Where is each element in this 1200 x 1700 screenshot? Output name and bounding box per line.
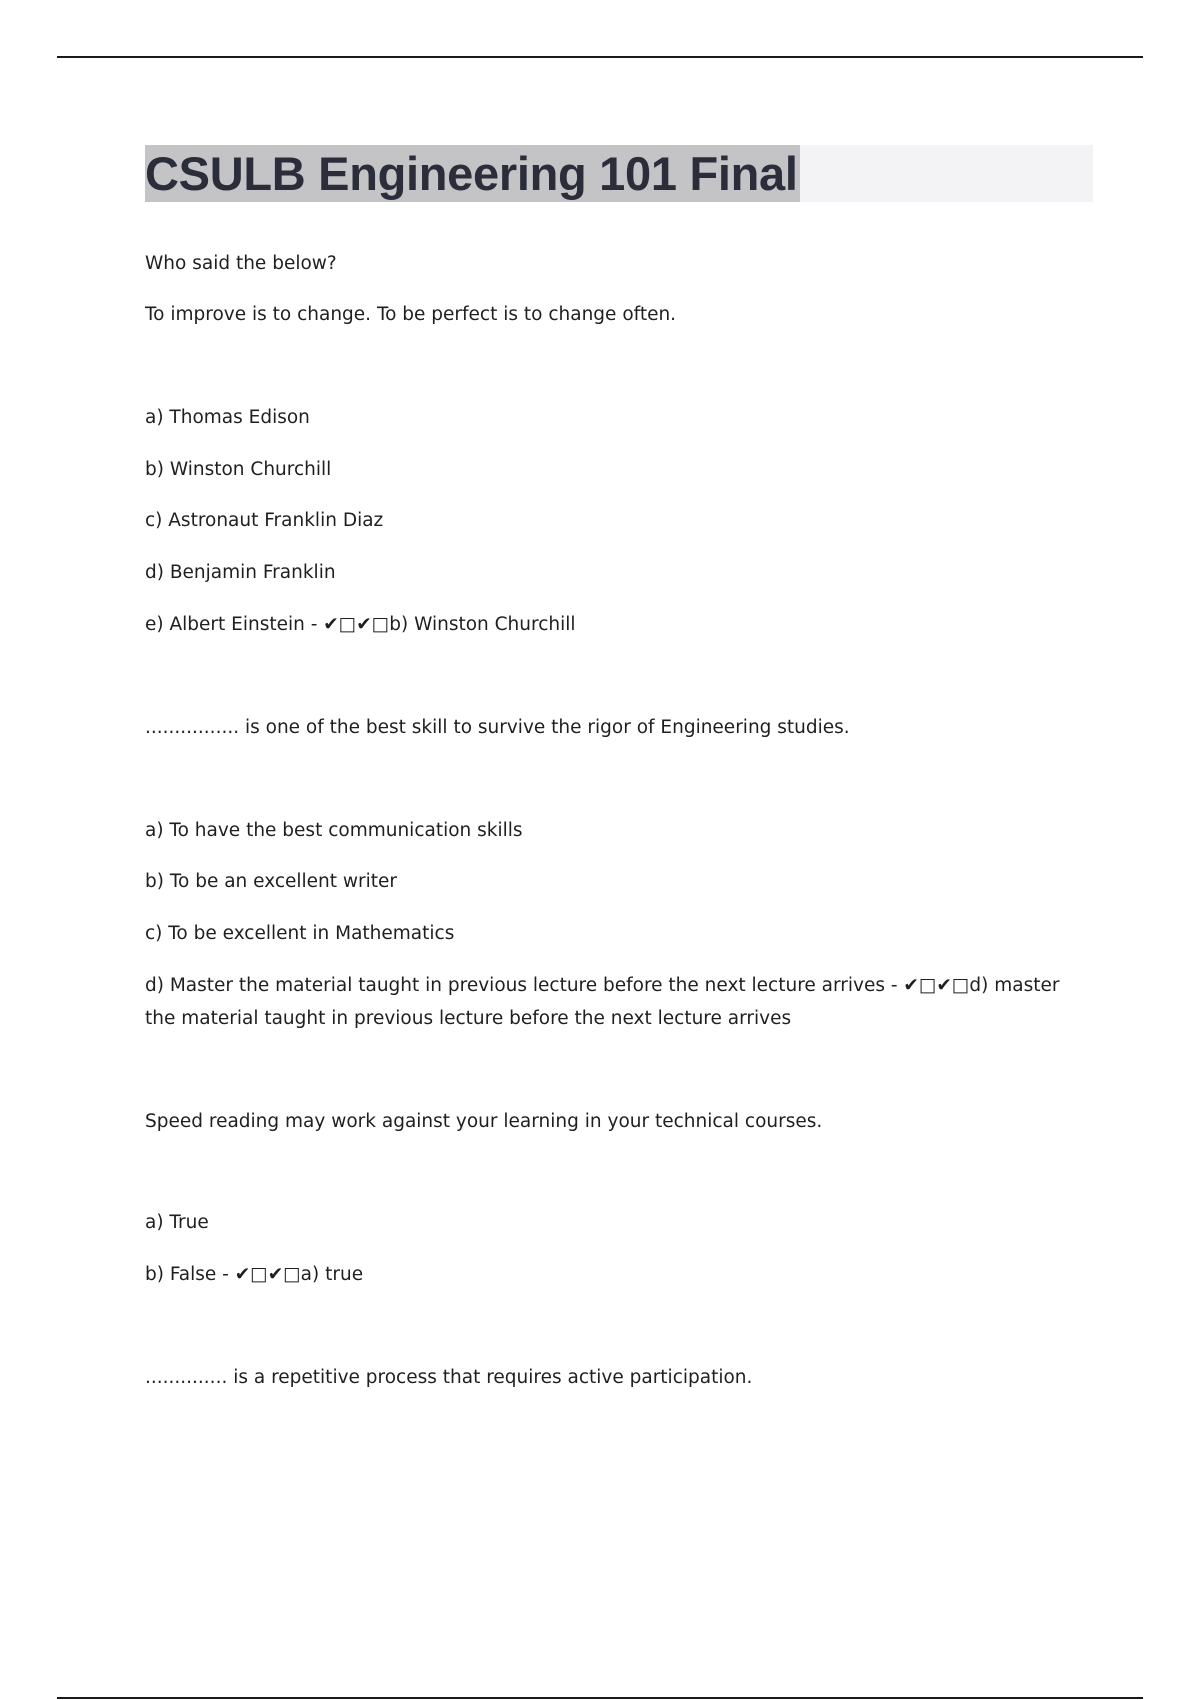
question-2-prompt: ................ is one of the best skill to survive the rigor of Engineering studies.	[145, 717, 850, 738]
question-2-option-c: c) To be excellent in Mathematics	[145, 923, 455, 944]
question-1-option-c: c) Astronaut Franklin Diaz	[145, 510, 384, 531]
header-rule	[57, 56, 1143, 58]
question-2-option-a: a) To have the best communication skills	[145, 820, 523, 841]
question-1-option-d: d) Benjamin Franklin	[145, 562, 336, 583]
footer-rule	[57, 1697, 1143, 1699]
question-1-option-b: b) Winston Churchill	[145, 459, 332, 480]
question-2-option-d-answer: d) Master the material taught in previous lecture before the next lecture arrives - ✔□✔□d) master the material taught in previous lecture before the next lecture arrives	[145, 975, 1060, 1029]
question-1-prompt: Who said the below?	[145, 253, 337, 274]
question-1-option-a: a) Thomas Edison	[145, 407, 310, 428]
question-2-option-b: b) To be an excellent writer	[145, 871, 398, 892]
question-3-option-a: a) True	[145, 1212, 209, 1233]
question-1-quote: To improve is to change. To be perfect is to change often.	[145, 304, 677, 325]
question-3-prompt: Speed reading may work against your learning in your technical courses.	[145, 1111, 823, 1132]
question-4-prompt: .............. is a repetitive process that requires active participation.	[145, 1367, 753, 1388]
question-3-option-b-answer: b) False - ✔□✔□a) true	[145, 1264, 364, 1285]
question-1-option-e-answer: e) Albert Einstein - ✔□✔□b) Winston Churchill	[145, 614, 576, 635]
document-title: CSULB Engineering 101 Final	[145, 147, 798, 200]
